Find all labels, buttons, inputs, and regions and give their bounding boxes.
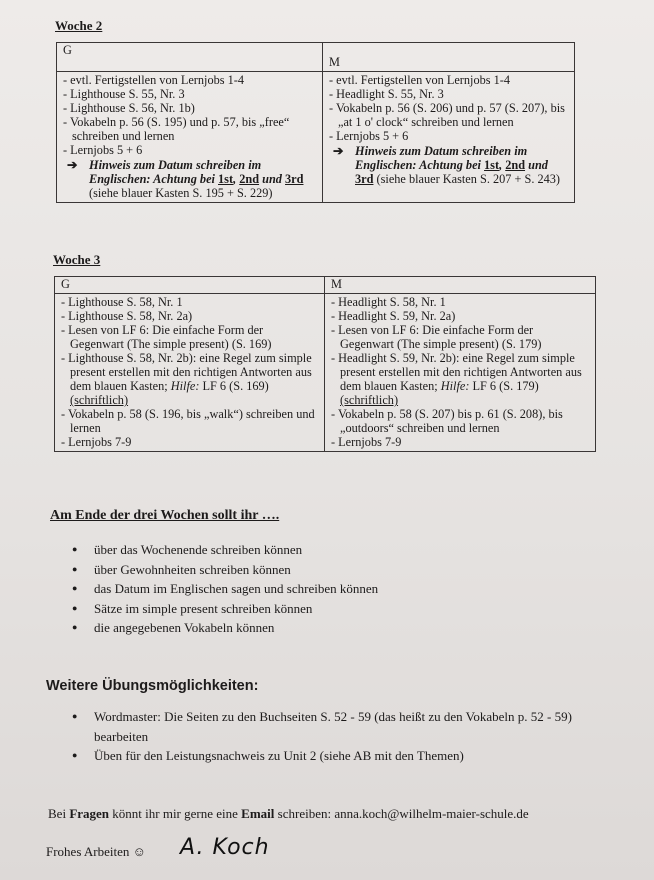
written-note: (schriftlich) — [70, 393, 129, 407]
hint-and: und — [259, 172, 286, 186]
week3-g-item: - Lighthouse S. 58, Nr. 2a) — [61, 309, 193, 323]
week3-m-item: - Headlight S. 59, Nr. 2a) — [331, 309, 456, 323]
hint-and: und — [525, 158, 548, 172]
contact-line — [48, 806, 638, 822]
hint-ordinal: 2nd — [239, 172, 260, 186]
hint-ordinal: 1st — [218, 172, 234, 186]
week3-m-item: - Vokabeln p. 58 (S. 207) bis p. 61 (S. 208), bis „outdoors“ schreiben und lernen — [331, 407, 563, 435]
arrow-right-icon: ➔ — [67, 158, 78, 172]
week2-header-g: G — [57, 43, 323, 72]
hint-ordinal: 1st — [484, 158, 500, 172]
closing-line: Frohes Arbeiten ☺ — [46, 844, 146, 859]
item-text: LF 6 (S. 179) — [469, 379, 539, 393]
week2-m-item: - evtl. Fertigstellen von Lernjobs 1-4 — [329, 73, 511, 87]
week2-title: Woche 2 — [55, 18, 103, 33]
help-label: Hilfe: — [170, 379, 200, 393]
more-practice-item: ● Wordmaster: Die Seiten zu den Buchseiten S. 52 - 59 (das heißt zu den Vokabeln p. 52 - 59) bearbeiten — [68, 707, 613, 746]
week2-g-item: - Lernjobs 5 + 6 — [63, 143, 143, 157]
help-label: Hilfe: — [440, 379, 470, 393]
more-practice-list — [68, 707, 613, 766]
week3-header-g: G — [55, 277, 325, 294]
week3-m-item: - Headlight S. 58, Nr. 1 — [331, 295, 446, 309]
signature: A. Koch — [180, 835, 270, 860]
item-text: - Lighthouse S. 58, Nr. 2b): eine Regel zum simple present erstellen mit den richtigen Antworten aus dem blauen Kasten; — [61, 351, 312, 393]
week2-m-item: - Headlight S. 55, Nr. 3 — [329, 87, 444, 101]
hint-lead: Hinweis zum Datum schreiben im Englischen: Achtung bei — [355, 144, 528, 172]
more-practice-heading: Weitere Übungsmöglichkeiten: — [46, 678, 259, 694]
week2-m-item: - Lernjobs 5 + 6 — [329, 129, 409, 143]
goals-list-item: ● Sätze im simple present schreiben können — [68, 599, 608, 619]
arrow-right-icon: ➔ — [333, 144, 344, 158]
hint-ordinal: 2nd — [505, 158, 526, 172]
week3-title: Woche 3 — [53, 252, 101, 267]
goals-list-item: ● über das Wochenende schreiben können — [68, 540, 608, 560]
contact-bold-email: Email — [241, 806, 275, 821]
week3-g-item: - Lighthouse S. 58, Nr. 1 — [61, 295, 183, 309]
week2-g-item: - Lighthouse S. 55, Nr. 3 — [63, 87, 185, 101]
week2-m-item: - Vokabeln p. 56 (S. 206) und p. 57 (S. 207), bis „at 1 o' clock“ schreiben und lernen — [329, 101, 565, 129]
hint-tail: (siehe blauer Kasten S. 195 + S. 229) — [89, 186, 273, 200]
week3-g-item: - Vokabeln p. 58 (S. 196, bis „walk“) schreiben und lernen — [61, 407, 315, 435]
hint-sep: , — [499, 158, 506, 172]
hint-sep: , — [233, 172, 240, 186]
week3-table — [54, 276, 596, 452]
goals-list-item: ● über Gewohnheiten schreiben können — [68, 560, 608, 580]
week3-header-m: M — [325, 277, 596, 294]
week3-m-item — [331, 351, 589, 407]
week2-g-date-hint — [63, 158, 316, 200]
hint-tail: (siehe blauer Kasten S. 207 + S. 243) — [373, 172, 561, 186]
week3-g-item: - Lernjobs 7-9 — [61, 435, 132, 449]
hint-ordinal: 3rd — [355, 172, 374, 186]
week2-cell-g — [57, 72, 323, 203]
week3-g-item: - Lesen von LF 6: Die einfache Form der Gegenwart (The simple present) (S. 169) — [61, 323, 272, 351]
goals-list-item: ● die angegebenen Vokabeln können — [68, 618, 608, 638]
goals-heading: Am Ende der drei Wochen sollt ihr …. — [50, 508, 280, 523]
goals-list-item: ● das Datum im Englischen sagen und schreiben können — [68, 579, 608, 599]
hint-ordinal: 3rd — [285, 172, 304, 186]
contact-text: Bei — [48, 806, 70, 821]
goals-list — [68, 540, 608, 638]
week3-m-item: - Lernjobs 7-9 — [331, 435, 402, 449]
week2-cell-m — [323, 72, 575, 203]
item-text: LF 6 (S. 169) — [199, 379, 269, 393]
week3-cell-m — [325, 294, 596, 452]
contact-bold-questions: Fragen — [69, 806, 110, 821]
more-practice-item: ● Üben für den Leistungsnachweis zu Unit 2 (siehe AB mit den Themen) — [68, 746, 613, 766]
week2-table — [56, 42, 575, 203]
contact-email: schreiben: anna.koch@wilhelm-maier-schule.de — [274, 806, 529, 821]
week3-cell-g — [55, 294, 325, 452]
item-text: - Headlight S. 59, Nr. 2b): eine Regel zum simple present erstellen mit den richtigen Antworten aus dem blauen Kasten; — [331, 351, 582, 393]
week3-m-item: - Lesen von LF 6: Die einfache Form der Gegenwart (The simple present) (S. 179) — [331, 323, 542, 351]
week2-m-date-hint — [329, 144, 568, 186]
contact-text: könnt ihr mir gerne eine — [109, 806, 242, 821]
week2-g-item: - Vokabeln p. 56 (S. 195) und p. 57, bis „free“ schreiben und lernen — [63, 115, 290, 143]
written-note: (schriftlich) — [340, 393, 399, 407]
week2-g-item: - evtl. Fertigstellen von Lernjobs 1-4 — [63, 73, 245, 87]
week3-g-item — [61, 351, 318, 407]
week2-g-item: - Lighthouse S. 56, Nr. 1b) — [63, 101, 195, 115]
week2-header-m: M — [323, 43, 575, 72]
hint-lead: Hinweis zum Datum schreiben im Englischen: Achtung bei — [89, 158, 262, 186]
